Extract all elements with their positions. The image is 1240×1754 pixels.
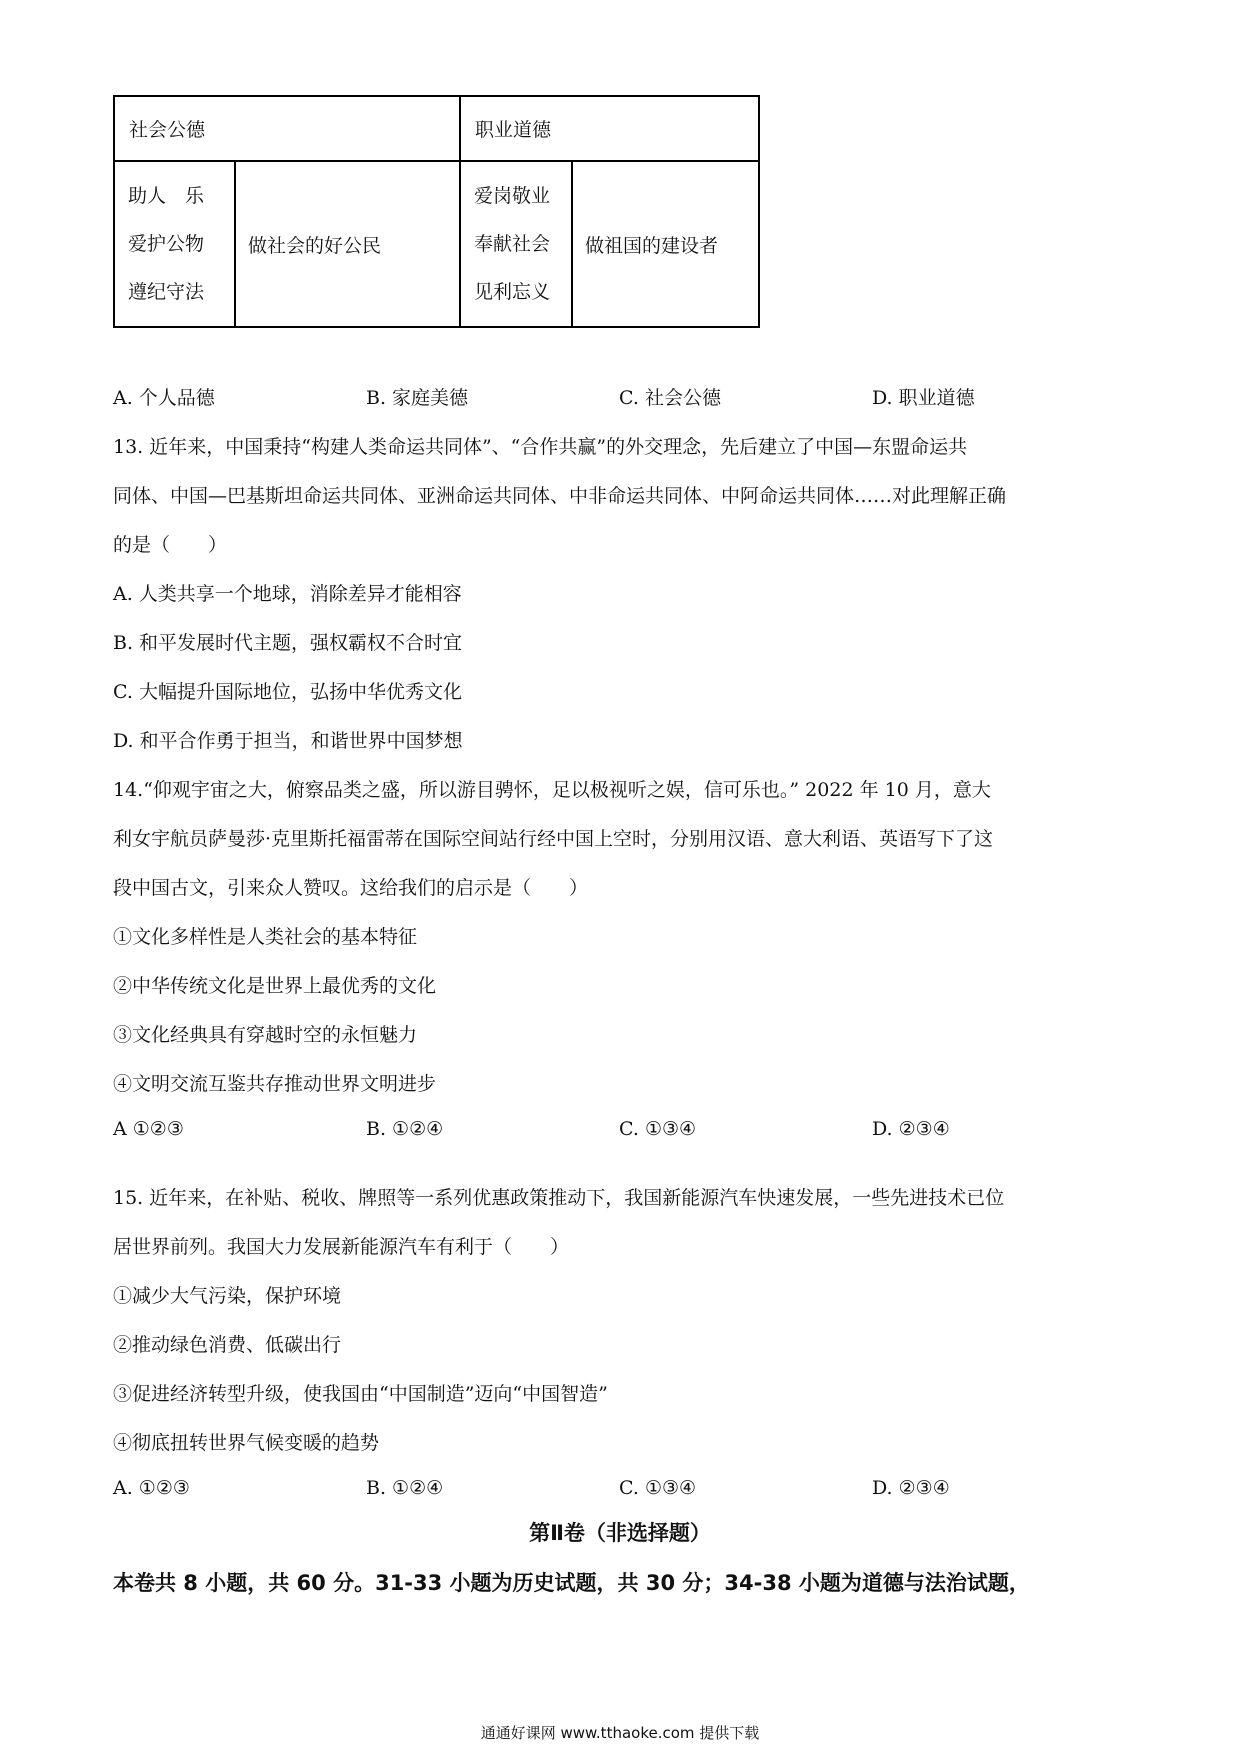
table-cell-line: 遵纪守法 bbox=[128, 281, 205, 303]
q12-options bbox=[113, 383, 1123, 413]
table-cell-line: 奉献社会 bbox=[474, 233, 551, 255]
social-result-cell: 做社会的好公民 bbox=[235, 161, 460, 327]
q15-stem-line-2: 居世界前列。我国大力发展新能源汽车有利于（ ） bbox=[113, 1236, 570, 1258]
q14-stem-line-1: 14.“仰观宇宙之大，俯察品类之盛，所以游目骋怀，足以极视听之娱，信可乐也。” 2022 年 10 月，意大 bbox=[113, 779, 991, 801]
table-body-row bbox=[114, 161, 759, 327]
q14-options bbox=[113, 1118, 1123, 1148]
q15-statement-1: ①减少大气污染，保护环境 bbox=[113, 1285, 342, 1307]
option-d: D. 职业道德 bbox=[872, 387, 975, 409]
table-header-row bbox=[114, 96, 759, 161]
option-c: C. ①③④ bbox=[619, 1477, 697, 1499]
q13-stem-line-2: 同体、中国—巴基斯坦命运共同体、亚洲命运共同体、中非命运共同体、中阿命运共同体……对此理解正确 bbox=[113, 485, 1007, 507]
table-cell-line: 助人 乐 bbox=[128, 185, 205, 207]
option-d: D. ②③④ bbox=[872, 1118, 950, 1140]
option-a: A. ①②③ bbox=[113, 1477, 190, 1499]
q13-option-c: C. 大幅提升国际地位，弘扬中华优秀文化 bbox=[113, 681, 462, 703]
q14-statement-4: ④文明交流互鉴共存推动世界文明进步 bbox=[113, 1073, 437, 1095]
q13-option-a: A. 人类共享一个地球，消除差异才能相容 bbox=[113, 583, 462, 605]
morality-table bbox=[113, 95, 760, 328]
q14-stem-line-2: 利女宇航员萨曼莎·克里斯托福雷蒂在国际空间站行经中国上空时，分别用汉语、意大利语、英语写下了这 bbox=[113, 828, 994, 850]
section-title: 第Ⅱ卷（非选择题） bbox=[529, 1521, 711, 1545]
table-header-social: 社会公德 bbox=[114, 96, 460, 161]
page-footer: 通通好课网 www.tthaoke.com 提供下载 bbox=[480, 1724, 760, 1742]
q15-statement-4: ④彻底扭转世界气候变暖的趋势 bbox=[113, 1432, 380, 1454]
option-a: A ①②③ bbox=[113, 1118, 184, 1140]
q13-stem-line-1: 13. 近年来，中国秉持“构建人类命运共同体”、“合作共赢”的外交理念，先后建立了中国—东盟命运共 bbox=[113, 436, 968, 458]
q15-options bbox=[113, 1477, 1123, 1507]
social-virtues-cell bbox=[114, 161, 235, 327]
option-b: B. ①②④ bbox=[366, 1477, 444, 1499]
option-c: C. 社会公德 bbox=[619, 387, 721, 409]
option-b: B. 家庭美德 bbox=[366, 387, 469, 409]
section-note: 本卷共 8 小题，共 60 分。31-33 小题为历史试题，共 30 分；34-38 小题为道德与法治试题， bbox=[113, 1571, 1030, 1595]
option-d: D. ②③④ bbox=[872, 1477, 950, 1499]
professional-result-cell: 做祖国的建设者 bbox=[572, 161, 759, 327]
q15-statement-3: ③促进经济转型升级，使我国由“中国制造”迈向“中国智造” bbox=[113, 1383, 608, 1405]
table-cell-line: 见利忘义 bbox=[474, 281, 551, 303]
q15-statement-2: ②推动绿色消费、低碳出行 bbox=[113, 1334, 342, 1356]
professional-virtues-cell bbox=[460, 161, 572, 327]
q14-statement-1: ①文化多样性是人类社会的基本特征 bbox=[113, 926, 418, 948]
table-cell-line: 爱岗敬业 bbox=[474, 185, 551, 207]
q14-stem-line-3: 段中国古文，引来众人赞叹。这给我们的启示是（ ） bbox=[113, 877, 589, 899]
q13-option-b: B. 和平发展时代主题，强权霸权不合时宜 bbox=[113, 632, 463, 654]
q13-stem-line-3: 的是（ ） bbox=[113, 534, 228, 556]
table-header-professional: 职业道德 bbox=[460, 96, 759, 161]
q13-option-d: D. 和平合作勇于担当，和谐世界中国梦想 bbox=[113, 730, 463, 752]
option-b: B. ①②④ bbox=[366, 1118, 444, 1140]
q15-stem-line-1: 15. 近年来，在补贴、税收、牌照等一系列优惠政策推动下，我国新能源汽车快速发展，一些先进技术已位 bbox=[113, 1187, 1005, 1209]
q14-statement-2: ②中华传统文化是世界上最优秀的文化 bbox=[113, 975, 437, 997]
option-c: C. ①③④ bbox=[619, 1118, 697, 1140]
option-a: A. 个人品德 bbox=[113, 387, 215, 409]
q14-statement-3: ③文化经典具有穿越时空的永恒魅力 bbox=[113, 1024, 418, 1046]
table-cell-line: 爱护公物 bbox=[128, 233, 205, 255]
